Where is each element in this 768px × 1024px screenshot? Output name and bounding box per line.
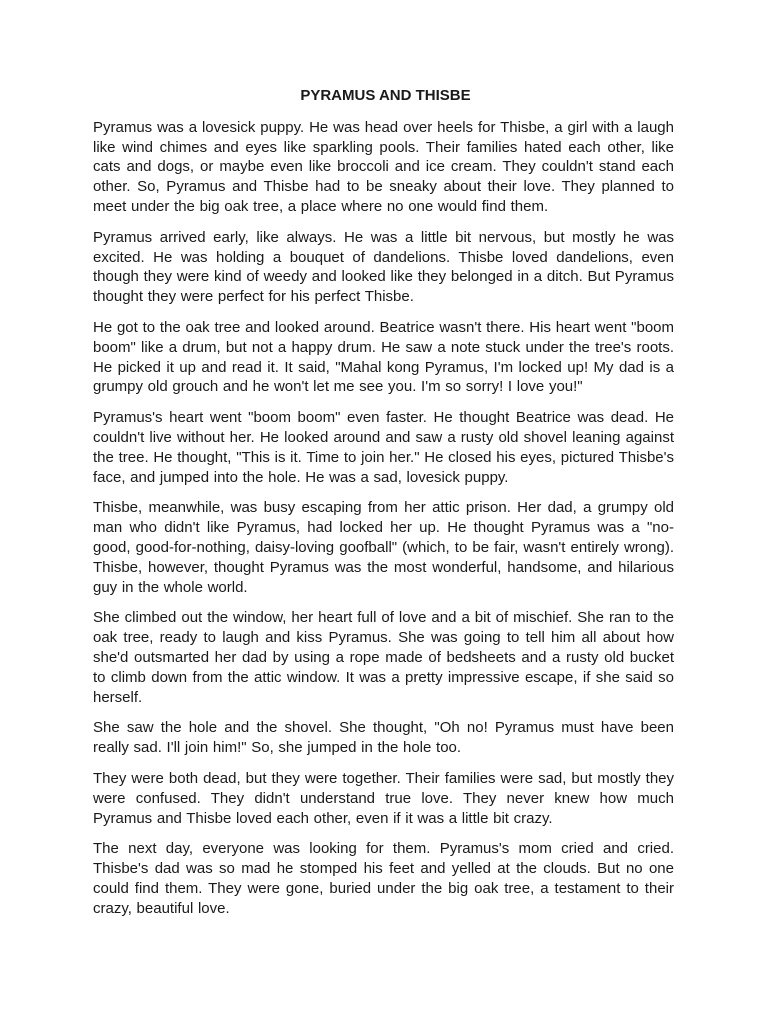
paragraph-1: Pyramus was a lovesick puppy. He was head over heels for Thisbe, a girl with a laugh like wind chimes and eyes like sparkling pools. Their families hated each other, like cats and dogs, or maybe even like broccoli and ice cream. They couldn't stand each other. So, Pyramus and Thisbe had to be sneaky about their love. They planned to meet under the big oak tree, a place where no one would find them. [93, 118, 674, 215]
paragraph-9: The next day, everyone was looking for them. Pyramus's mom cried and cried. Thisbe's dad was so mad he stomped his feet and yelled at the clouds. But no one could find them. They were gone, buried under the big oak tree, a testament to their crazy, beautiful love. [93, 840, 674, 917]
paragraph-5: Thisbe, meanwhile, was busy escaping from her attic prison. Her dad, a grumpy old man who didn't like Pyramus, had locked her up. He thought Pyramus was a "no-good, good-for-nothing, daisy-loving goofball" (which, to be fair, wasn't entirely wrong). Thisbe, however, thought Pyramus was the most wonderful, handsome, and hilarious guy in the whole world. [93, 499, 674, 596]
paragraph-7: She saw the hole and the shovel. She thought, "Oh no! Pyramus must have been really sad. I'll join him!" So, she jumped in the hole too. [93, 719, 674, 757]
paragraph-4: Pyramus's heart went "boom boom" even faster. He thought Beatrice was dead. He couldn't live without her. He looked around and saw a rusty old shovel leaning against the tree. He thought, "This is it. Time to join her." He closed his eyes, pictured Thisbe's face, and jumped into the hole. He was a sad, lovesick puppy. [93, 409, 674, 486]
document-title: PYRAMUS AND THISBE [300, 87, 471, 104]
paragraph-8: They were both dead, but they were together. Their families were sad, but mostly they were confused. They didn't understand true love. They never knew how much Pyramus and Thisbe loved each other, even if it was a little bit crazy. [93, 769, 674, 827]
paragraph-2: Pyramus arrived early, like always. He was a little bit nervous, but mostly he was excited. He was holding a bouquet of dandelions. Thisbe loved dandelions, even though they were kind of weedy and looked like they belonged in a ditch. But Pyramus thought they were perfect for his perfect Thisbe. [93, 228, 674, 306]
paragraph-6: She climbed out the window, her heart full of love and a bit of mischief. She ran to the oak tree, ready to laugh and kiss Pyramus. She was going to tell him all about how she'd outsmarted her dad by using a rope made of bedsheets and a rusty old bucket to climb down from the attic window. It was a pretty impressive escape, if she said so herself. [93, 609, 674, 706]
document-body [93, 86, 674, 929]
paragraph-3: He got to the oak tree and looked around. Beatrice wasn't there. His heart went "boom boom" like a drum, but not a happy drum. He saw a note stuck under the tree's roots. He picked it up and read it. It said, "Mahal kong Pyramus, I'm locked up! My dad is a grumpy old grouch and he won't let me see you. I'm so sorry! I love you!" [93, 318, 674, 396]
